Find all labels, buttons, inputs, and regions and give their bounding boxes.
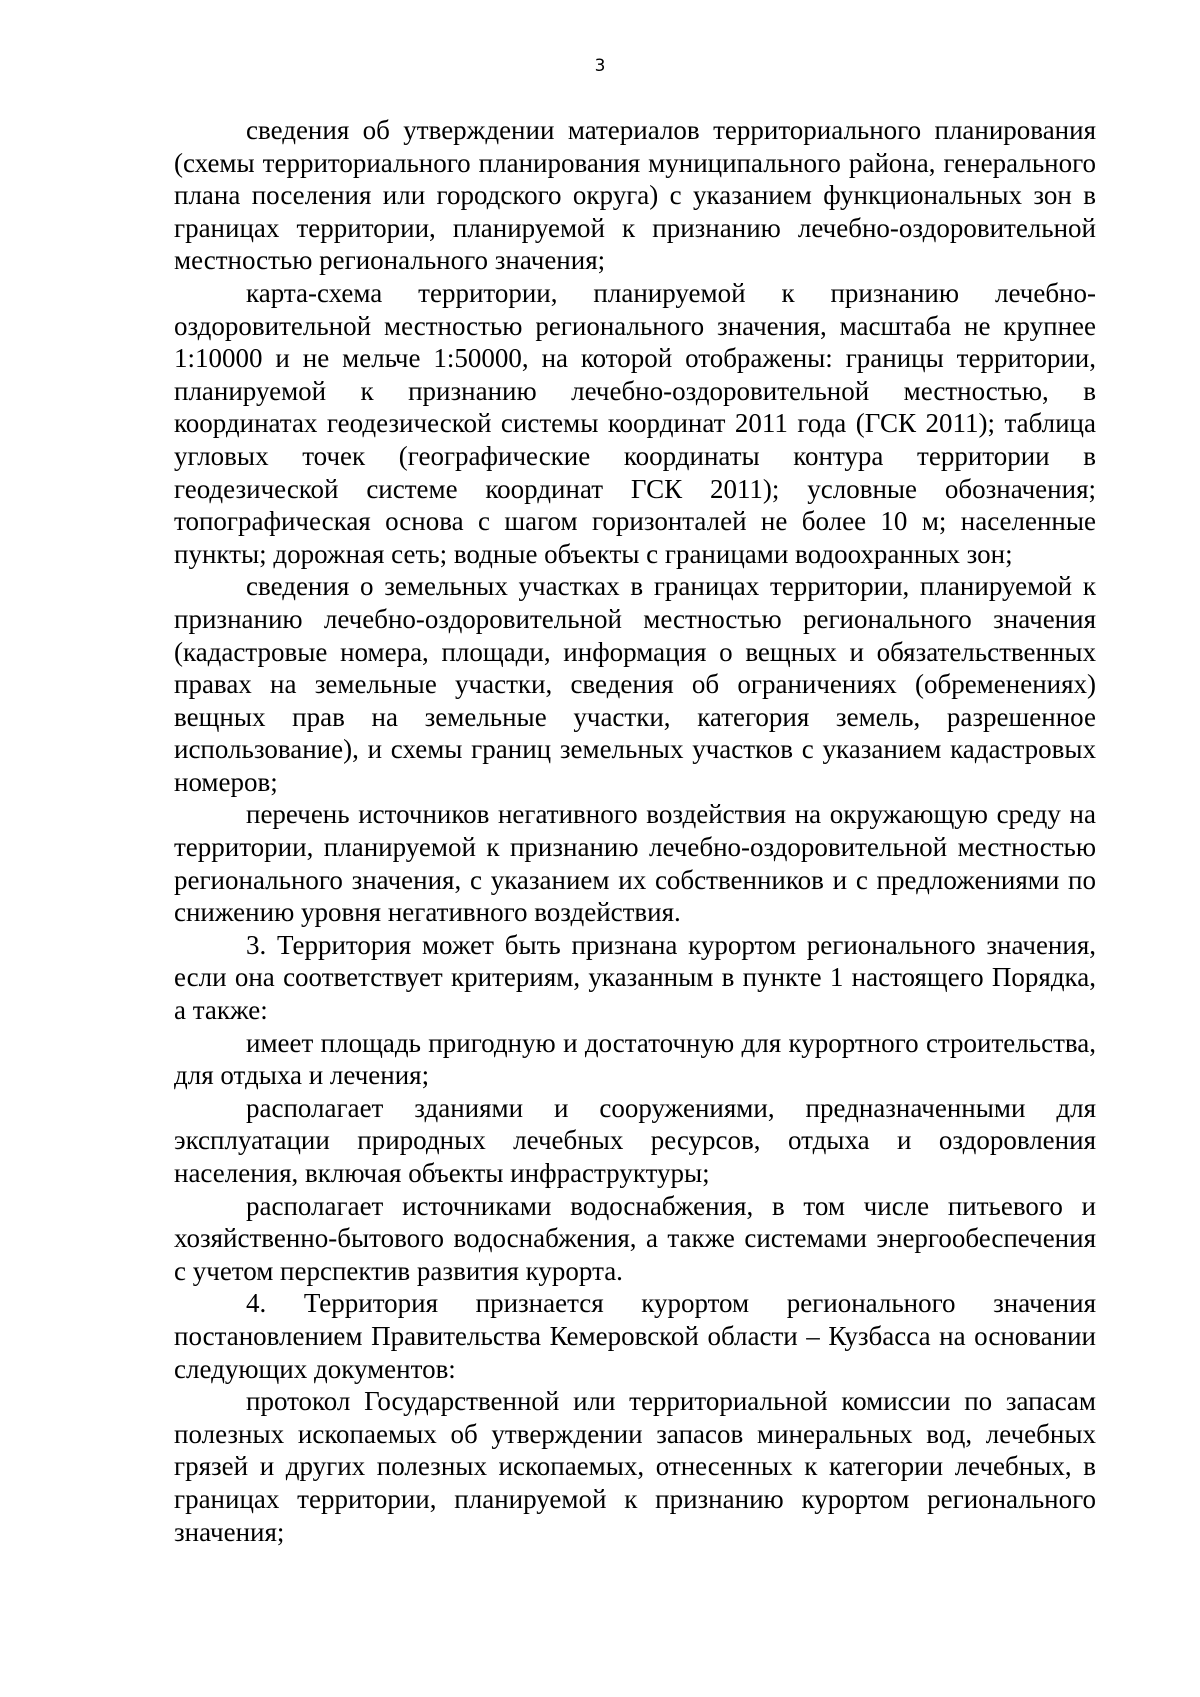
paragraph-reserves-protocol: протокол Государственной или территориальной комиссии по запасам полезных ископаемых об утверждении запасов минеральных вод, лечебных грязей и других полезных ископаемых, отнесенных к категории лечебных, в границах территории, планируемой к признанию курортом регионального значения; xyxy=(174,1386,1096,1547)
paragraph-negative-impact-sources: перечень источников негативного воздействия на окружающую среду на территории, планируемой к признанию лечебно-оздоровительной местностью регионального значения, с указанием их собственников и с предложениями по снижению уровня негативного воздействия. xyxy=(174,799,1096,928)
paragraph-map-scheme: карта-схема территории, планируемой к признанию лечебно-оздоровительной местностью регионального значения, масштаба не крупнее 1:10000 и не мельче 1:50000, на которой отображены: границы территории, планируемой к признанию лечебно-оздоровительной местностью, в координатах геодезической системы координат 2011 года (ГСК 2011); таблица угловых точек (географические координаты контура территории в геодезической системе координат ГСК 2011); условные обозначения; топографическая основа с шагом горизонталей не более 10 м; населенные пункты; дорожная сеть; водные объекты с границами водоохранных зон; xyxy=(174,277,1096,569)
paragraph-area: имеет площадь пригодную и достаточную для курортного строительства, для отдыха и лечения; xyxy=(174,1027,1096,1091)
document-body xyxy=(174,114,1096,1548)
paragraph-land-plots: сведения о земельных участках в границах территории, планируемой к признанию лечебно-оздоровительной местностью регионального значения (кадастровые номера, площади, информация о вещных и обязательственных правах на земельные участки, сведения об ограничениях (обременениях) вещных прав на земельные участки, категория земель, разрешенное использование), и схемы границ земельных участков с указанием кадастровых номеров; xyxy=(174,571,1096,797)
paragraph-territorial-planning: сведения об утверждении материалов территориального планирования (схемы территориального планирования муниципального района, генерального плана поселения или городского округа) с указанием функциональных зон в границах территории, планируемой к признанию лечебно-оздоровительной местностью регионального значения; xyxy=(174,115,1096,276)
paragraph-item-4-recognition: 4. Территория признается курортом регионального значения постановлением Правительства Кемеровской области – Кузбасса на основании следующих документов: xyxy=(174,1288,1096,1384)
paragraph-water-supply: располагает источниками водоснабжения, в том числе питьевого и хозяйственно-бытового водоснабжения, а также системами энергообеспечения с учетом перспектив развития курорта. xyxy=(174,1190,1096,1286)
page-number: 3 xyxy=(594,56,606,76)
paragraph-buildings: располагает зданиями и сооружениями, предназначенными для эксплуатации природных лечебных ресурсов, отдыха и оздоровления населения, включая объекты инфраструктуры; xyxy=(174,1092,1096,1188)
paragraph-item-3-resort-criteria: 3. Территория может быть признана курортом регионального значения, если она соответствует критериям, указанным в пункте 1 настоящего Порядка, а также: xyxy=(174,929,1096,1026)
